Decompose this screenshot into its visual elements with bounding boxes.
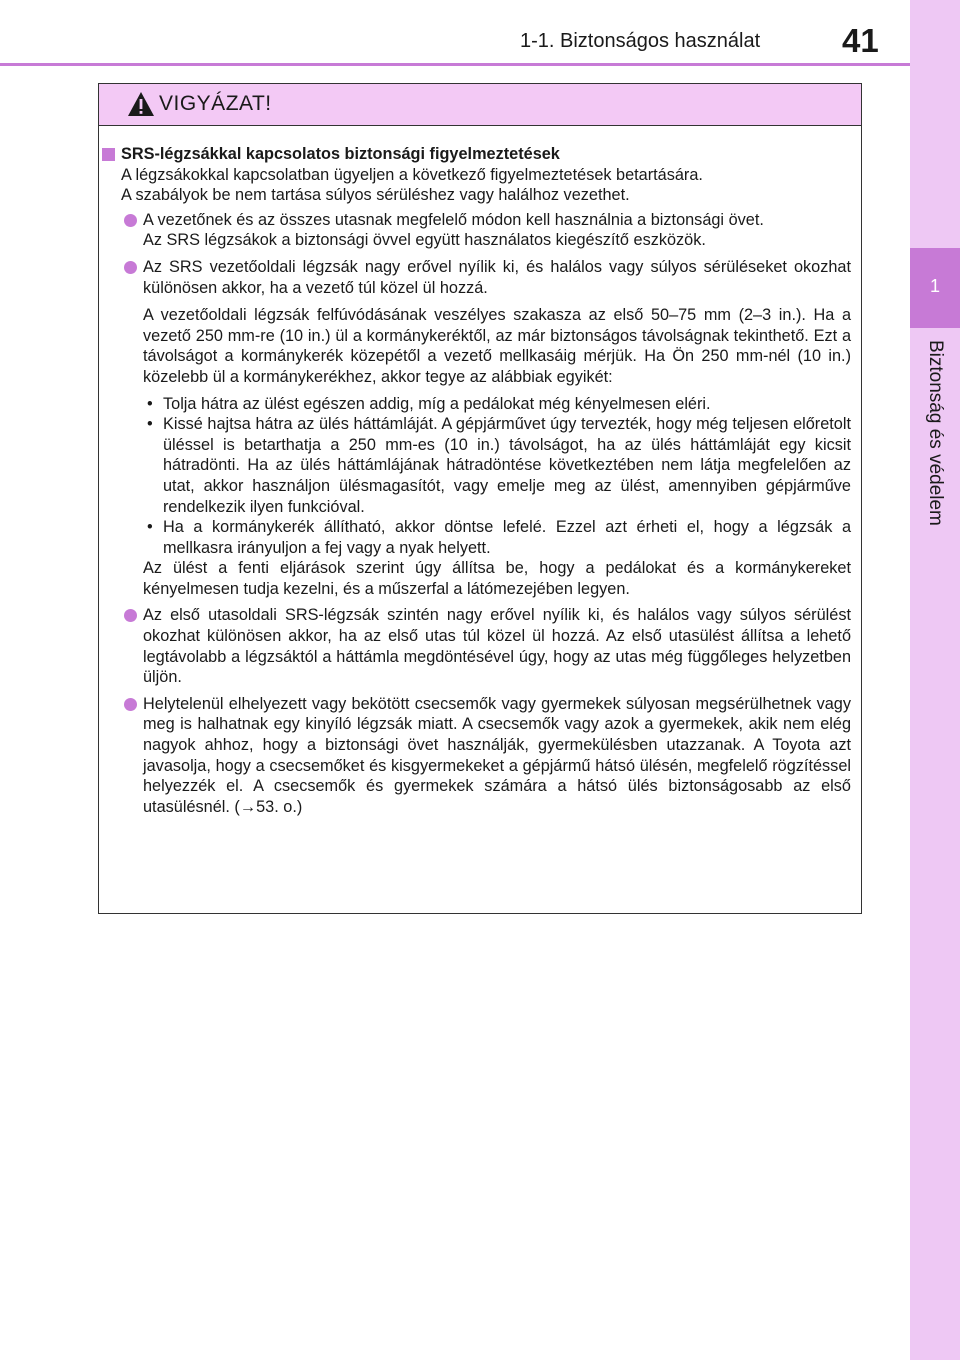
caution-content [99,144,861,817]
circle-bullet-icon [124,214,137,227]
side-tab-chapter-number: 1 [929,276,940,296]
sub-bullet-icon: • [147,394,153,413]
warning-triangle-icon [127,91,155,117]
intro-line: A szabályok be nem tartása súlyos sérüléshez vagy halálhoz vezethet. [121,186,630,205]
sub-bullet-text: Kissé hajtsa hátra az ülés háttámláját. A gépjárművet úgy tervezték, hogy még teljesen előretolt üléssel is betarthatja a 250 mm-es (10 in.) távolságot, ha az ülés háttámláját egy kicsit hátradönti. Ha az ülés háttámlájának hátradöntése következtében nem látja megfelelően az utat, akkor használjon ülésmagasítót, vagy emelje meg az ülést, amennyiben gépjárműve rendelkezik ilyen funkcióval. [163,415,851,516]
header-divider [0,63,910,66]
list-item [99,694,861,818]
sub-bullet-text: Ha a kormánykerék állítható, akkor döntse lefelé. Ezzel azt érheti el, hogy a légzsák a mellkasra irányuljon a fej vagy a nyak helyett. [163,518,851,557]
paragraph: Az ülést a fenti eljárások szerint úgy állítsa be, hogy a pedálokat és a kormánykereket kényelmesen tudja kezelni, és a műszerfal a látómezejében legyen. [143,559,851,598]
sub-bullet-item [99,394,861,415]
section-heading-text: SRS-légzsákkal kapcsolatos biztonsági figyelmeztetések [121,145,560,163]
list-item [99,257,861,298]
caution-header [99,84,861,126]
side-tab-chapter-box [910,248,960,328]
sub-bullet-text: Tolja hátra az ülést egészen addig, míg a pedálokat még kényelmesen eléri. [163,394,711,413]
list-item-text: Az SRS vezetőoldali légzsák nagy erővel nyílik ki, és halálos vagy súlyos sérüléseket okozhat különösen akkor, ha a vezető túl közel ül hozzá. [143,257,851,297]
circle-bullet-icon [124,609,137,622]
header-section-title: 1-1. Biztonságos használat [520,30,761,52]
intro-line: A légzsákokkal kapcsolatban ügyeljen a következő figyelmeztetések betartására. [121,165,703,184]
sub-bullet-icon: • [147,518,153,537]
list-item-text: Az SRS légzsákok a biztonsági övvel együtt használatos kiegészítő eszközök. [143,231,706,250]
side-tab-chapter-title-wrap [910,340,960,560]
caution-title: VIGYÁZAT! [159,92,272,115]
list-item-text: Helytelenül elhelyezett vagy bekötött csecsemők vagy gyermekek súlyosan megsérülhetnek vagy meg is halhatnak egy kinyíló légzsák miatt. A csecsemők vagy azok a gyermekek, akik nem elég nagyok ahhoz, hogy a biztonsági övet használják, gyermekülésben utazzanak. A Toyota azt javasolja, hogy a csecsemőket és kisgyermekeket a gépjármű hátsó ülésén, megfelelő rögzítéssel helyezzék el. A csecsemők és gyermekek számára a hátsó ülés biztonságosabb az első utasülésnél. (→53. o.) [143,694,851,816]
side-tab-chapter-title: Biztonság és védelem [925,340,946,526]
list-item [99,210,861,251]
circle-bullet-icon [124,261,137,274]
sub-bullet-item [99,414,861,517]
side-tab-band [910,0,960,1360]
sub-bullet-item [99,517,861,558]
sub-bullet-icon: • [147,415,153,434]
circle-bullet-icon [124,698,137,711]
list-item [99,605,861,687]
paragraph: A vezetőoldali légzsák felfúvódásának veszélyes szakasza az első 50–75 mm (2–3 in.). Ha a vezető 250 mm-re (10 in.) ül a kormánykeréktől, az már biztonságos távolságnak tekinthető. Ezt a távolságot a kormánykerék közepétől a vezető mellkasáig mérjük. Ha Ön 250 mm-nél (10 in.) közelebb ül a kormánykerékhez, akkor tegye az alábbiak egyikét: [143,306,851,386]
list-item-text: A vezetőnek és az összes utasnak megfelelő módon kell használnia a biztonsági övet. [143,210,764,229]
square-bullet-icon [102,148,115,161]
list-item-text: Az első utasoldali SRS-légzsák szintén nagy erővel nyílik ki, és halálos vagy súlyos sérülést okozhat különösen akkor, ha az első utas túl közel ül hozzá. Az első utasülést állítsa a lehető legtávolabb a légzsáktól a háttámla megdöntésével úgy, hogy az utas még függőleges helyzetben üljön. [143,606,851,687]
section-heading [99,144,861,165]
caution-box [98,83,862,914]
page-number: 41 [842,22,879,59]
intro-text [99,165,861,206]
